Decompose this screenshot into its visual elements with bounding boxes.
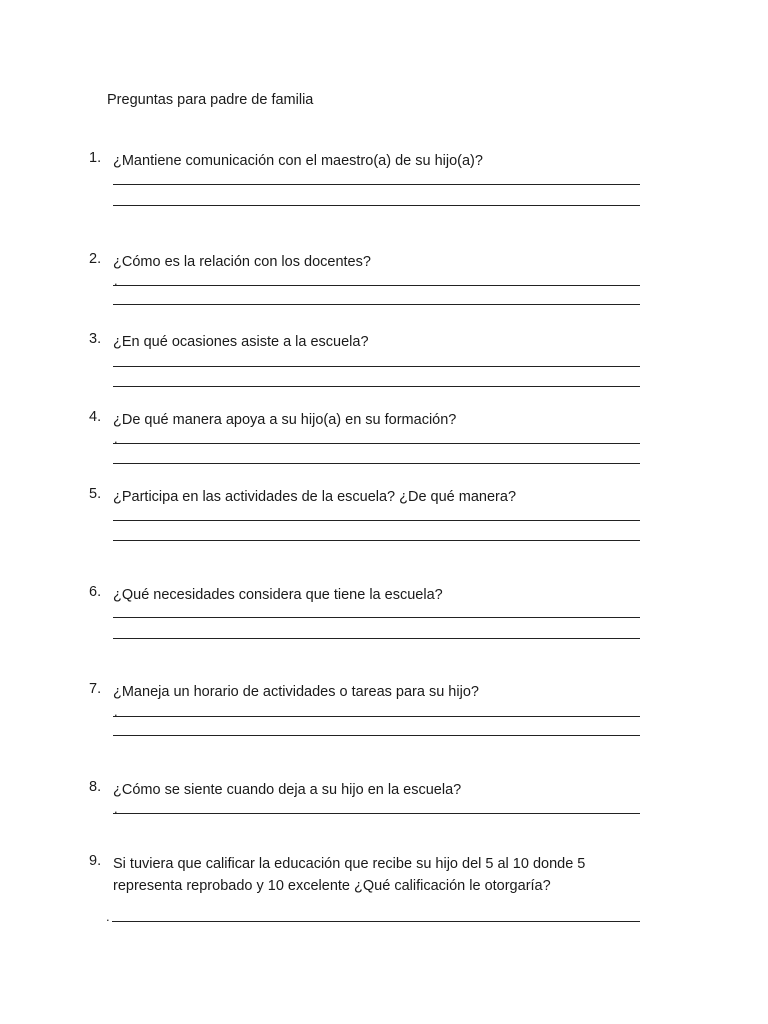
question-number: 8. [89, 779, 102, 795]
answer-line[interactable] [113, 735, 640, 736]
answer-line[interactable] [113, 813, 640, 814]
answer-line[interactable] [113, 716, 640, 717]
question-text: Si tuviera que calificar la educación que recibe su hijo del 5 al 10 donde 5 representa reprobado y 10 excelente ¿Qué calificación le otorgaría? [113, 856, 586, 894]
question-number: 9. [89, 853, 102, 869]
question-text: ¿Qué necesidades considera que tiene la escuela? [113, 587, 443, 603]
answer-line[interactable] [113, 463, 640, 464]
question-number: 6. [89, 584, 102, 600]
question-number: 7. [89, 681, 102, 697]
answer-line[interactable] [113, 366, 640, 367]
answer-mark: . [114, 431, 118, 446]
question-number: 2. [89, 251, 102, 267]
question-text: ¿Maneja un horario de actividades o tareas para su hijo? [113, 684, 479, 700]
question-number: 4. [89, 409, 102, 425]
question-text: ¿Participa en las actividades de la escuela? ¿De qué manera? [113, 489, 517, 505]
answer-line[interactable] [112, 921, 640, 922]
answer-line[interactable] [113, 285, 640, 286]
answer-line[interactable] [113, 443, 640, 444]
answer-line[interactable] [113, 638, 640, 639]
question-text: ¿Cómo se siente cuando deja a su hijo en la escuela? [113, 782, 462, 798]
question-text: ¿Mantiene comunicación con el maestro(a) de su hijo(a)? [113, 153, 483, 169]
question-text: ¿En qué ocasiones asiste a la escuela? [113, 334, 369, 350]
answer-line[interactable] [113, 540, 640, 541]
answer-mark: . [114, 273, 118, 288]
page-title: Preguntas para padre de familia [107, 92, 314, 108]
answer-line[interactable] [113, 304, 640, 305]
answer-mark: . [106, 909, 110, 924]
answer-line[interactable] [113, 205, 640, 206]
question-text: ¿Cómo es la relación con los docentes? [113, 254, 371, 270]
question-number: 3. [89, 331, 102, 347]
question-text: ¿De qué manera apoya a su hijo(a) en su formación? [113, 412, 457, 428]
answer-line[interactable] [113, 184, 640, 185]
question-number: 1. [89, 150, 102, 166]
answer-line[interactable] [113, 520, 640, 521]
answer-line[interactable] [113, 386, 640, 387]
answer-mark: . [114, 801, 118, 816]
question-number: 5. [89, 486, 102, 502]
answer-line[interactable] [113, 617, 640, 618]
answer-mark: . [114, 704, 118, 719]
